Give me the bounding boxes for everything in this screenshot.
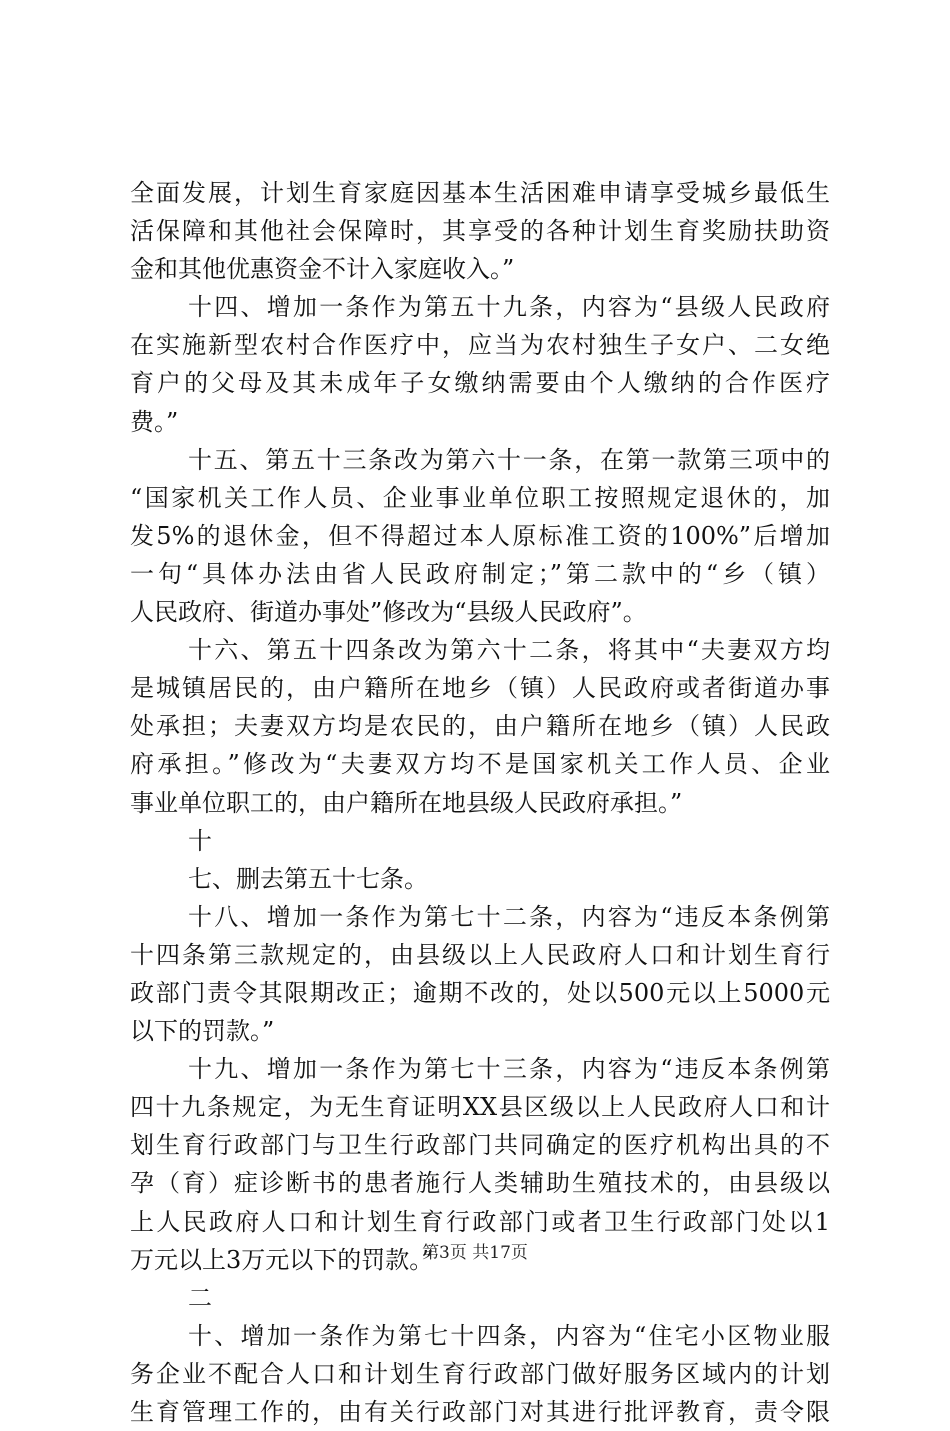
text-line: 金和其他优惠资金不计入家庭收入。” [130, 255, 515, 284]
text-line: 处承担；夫妻双方均是农民的，由户籍所在地乡（镇）人民政 [130, 712, 830, 741]
text-line: 二 [188, 1283, 212, 1312]
text-line: 生育管理工作的，由有关行政部门对其进行批评教育，责令限 [130, 1398, 830, 1426]
page-number-footer: 第3页 共17页 [422, 1243, 528, 1263]
text-line: 在实施新型农村合作医疗中，应当为农村独生子女户、二女绝 [130, 331, 830, 360]
text-line: 十四条第三款规定的，由县级以上人民政府人口和计划生育行 [130, 940, 830, 969]
text-line: 划生育行政部门与卫生行政部门共同确定的医疗机构出具的不 [130, 1131, 830, 1160]
text-line: 十六、第五十四条改为第六十二条，将其中“夫妻双方均 [188, 636, 830, 665]
text-line: 发5%的退休金，但不得超过本人原标准工资的100%”后增加 [130, 521, 830, 550]
text-line: 十九、增加一条作为第七十三条，内容为“违反本条例第 [188, 1055, 830, 1084]
text-line: 府承担。”修改为“夫妻双方均不是国家机关工作人员、企业 [130, 750, 830, 779]
text-line: 十八、增加一条作为第七十二条，内容为“违反本条例第 [188, 902, 830, 931]
text-line: 费。” [130, 407, 179, 436]
text-line: 十 [188, 826, 212, 855]
text-line: 人民政府、街道办事处”修改为“县级人民政府”。 [130, 598, 647, 627]
text-line: 十五、第五十三条改为第六十一条，在第一款第三项中的 [188, 445, 830, 474]
text-line: 十四、增加一条作为第五十九条，内容为“县级人民政府 [188, 293, 830, 322]
text-line: 四十九条规定，为无生育证明XX县区级以上人民政府人口和计 [130, 1093, 830, 1122]
text-line: 务企业不配合人口和计划生育行政部门做好服务区域内的计划 [130, 1359, 830, 1388]
text-line: 万元以上3万元以下的罚款。” [130, 1245, 434, 1274]
text-line: 以下的罚款。” [130, 1017, 275, 1046]
text-line: 一句“具体办法由省人民政府制定；”第二款中的“乡（镇） [130, 559, 830, 588]
text-line: 孕（育）症诊断书的患者施行人类辅助生殖技术的，由县级以 [130, 1169, 830, 1198]
text-line: 十、增加一条作为第七十四条，内容为“住宅小区物业服 [188, 1321, 830, 1350]
text-line: 事业单位职工的，由户籍所在地县级人民政府承担。” [130, 788, 683, 817]
text-line: 七、删去第五十七条。 [188, 864, 428, 893]
text-line: 是城镇居民的，由户籍所在地乡（镇）人民政府或者街道办事 [130, 674, 830, 703]
text-line: “国家机关工作人员、企业事业单位职工按照规定退休的，加 [130, 483, 830, 512]
text-line: 政部门责令其限期改正；逾期不改的，处以500元以上5000元 [130, 978, 830, 1007]
text-line: 上人民政府人口和计划生育行政部门或者卫生行政部门处以1 [130, 1207, 830, 1236]
text-line: 活保障和其他社会保障时，其享受的各种计划生育奖励扶助资 [130, 217, 830, 246]
text-line: 全面发展，计划生育家庭因基本生活困难申请享受城乡最低生 [130, 179, 830, 207]
text-line: 育户的父母及其未成年子女缴纳需要由个人缴纳的合作医疗 [130, 369, 830, 398]
